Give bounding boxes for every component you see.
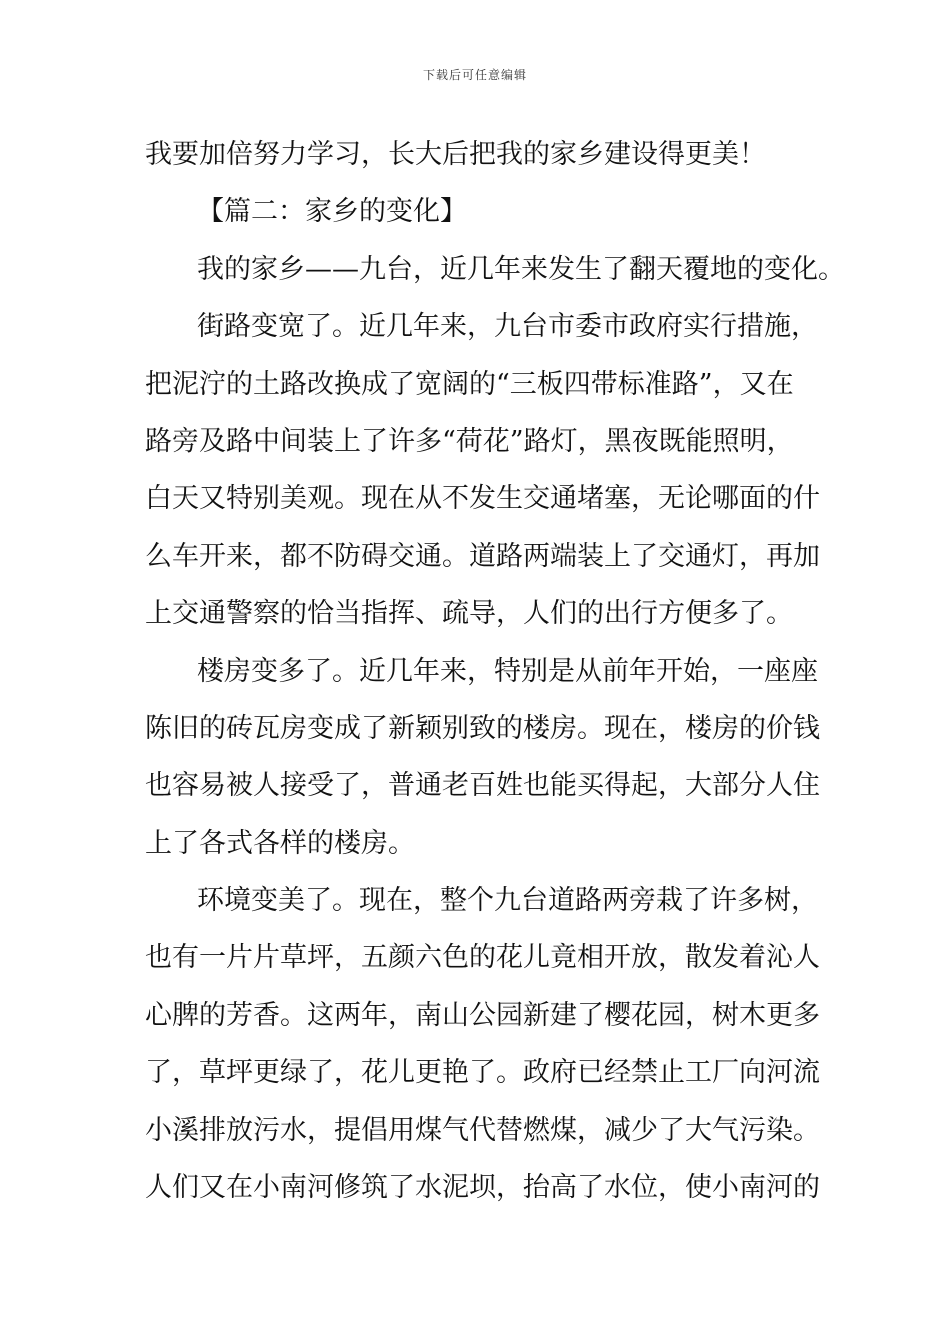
- text-line: 也容易被人接受了，普通老百姓也能买得起，大部分人住: [145, 770, 820, 802]
- text-line: 街路变宽了。近几年来，九台市委市政府实行措施，: [197, 311, 818, 343]
- text-line: 白天又特别美观。现在从不发生交通堵塞，无论哪面的什: [145, 483, 820, 515]
- text-line: 了，草坪更绿了，花儿更艳了。政府已经禁止工厂向河流: [145, 1057, 820, 1089]
- text-line: 人们又在小南河修筑了水泥坝，抬高了水位，使小南河的: [145, 1172, 820, 1204]
- text-line: 把泥泞的土路改换成了宽阔的“三板四带标准路”，又在: [145, 368, 794, 400]
- text-line: 楼房变多了。近几年来，特别是从前年开始，一座座: [197, 655, 818, 687]
- text-line: 陈旧的砖瓦房变成了新颖别致的楼房。现在，楼房的价钱: [145, 712, 820, 744]
- text-line: 上交通警察的恰当指挥、疏导，人们的出行方便多了。: [145, 598, 793, 630]
- text-line: 路旁及路中间装上了许多“荷花”路灯，黑夜既能照明，: [145, 425, 794, 457]
- section-heading: 【篇二：家乡的变化】: [197, 196, 467, 228]
- text-line: 心脾的芳香。这两年，南山公园新建了樱花园，树木更多: [145, 999, 820, 1031]
- page-header: 下载后可任意编辑: [422, 68, 527, 82]
- text-line: 小溪排放污水，提倡用煤气代替燃煤，减少了大气污染。: [145, 1114, 820, 1146]
- text-line: 上了各式各样的楼房。: [145, 827, 415, 859]
- text-line: 也有一片片草坪，五颜六色的花儿竟相开放，散发着沁人: [145, 942, 820, 974]
- text-line: 环境变美了。现在，整个九台道路两旁栽了许多树，: [197, 885, 818, 917]
- text-line: 我要加倍努力学习，长大后把我的家乡建设得更美！: [145, 139, 766, 170]
- text-line: 我的家乡——九台，近几年来发生了翻天覆地的变化。: [197, 253, 845, 285]
- document-body: [145, 126, 845, 1216]
- text-line: 么车开来，都不防碍交通。道路两端装上了交通灯，再加: [145, 540, 820, 572]
